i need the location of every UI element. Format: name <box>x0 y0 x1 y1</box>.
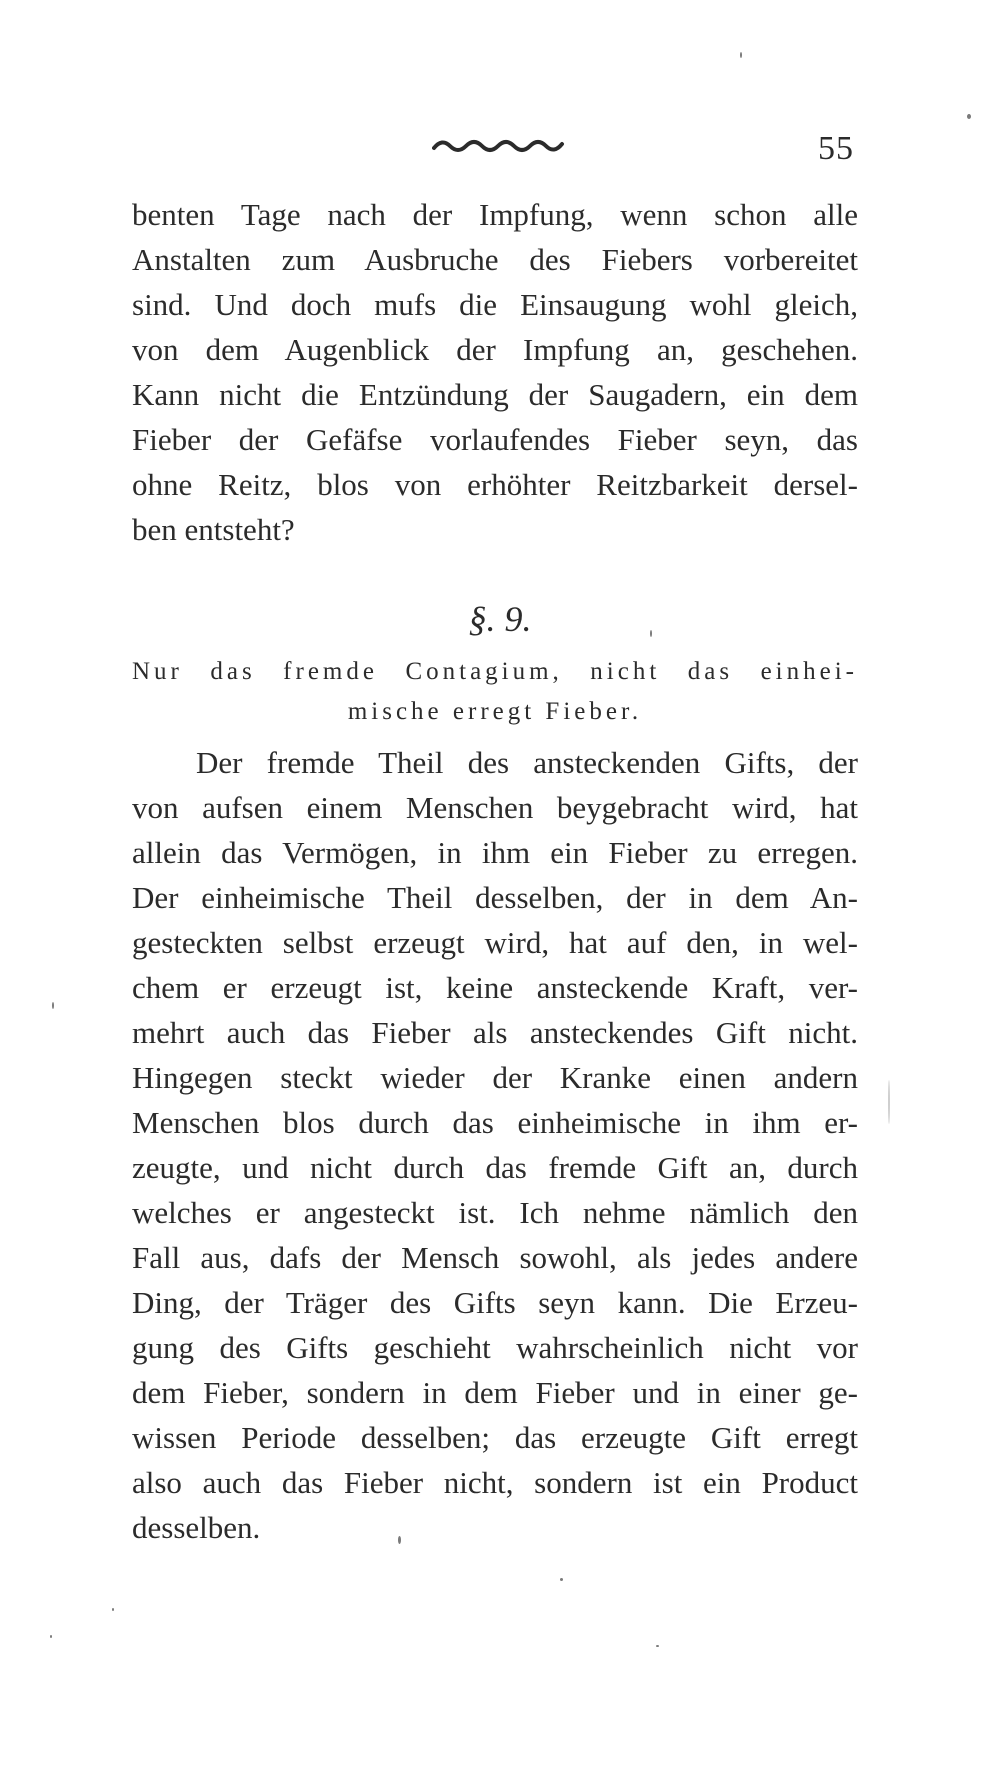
text-line: wissen Periode desselben; das erzeugte Gift erregt <box>132 1420 858 1455</box>
text-line: gung des Gifts geschieht wahrscheinlich nicht vor <box>132 1330 858 1365</box>
paper-speck <box>560 1578 563 1581</box>
section-title-line: mische erregt Fieber. <box>347 698 643 725</box>
paper-speck <box>740 52 742 58</box>
text-line: Ding, der Träger des Gifts seyn kann. Die Erzeu- <box>132 1285 858 1320</box>
paper-speck <box>112 1608 114 1611</box>
text-line: Hingegen steckt wieder der Kranke einen andern <box>132 1060 858 1095</box>
text-line: chem er erzeugt ist, keine ansteckende Kraft, ver- <box>132 970 858 1005</box>
paper-speck <box>656 1645 659 1647</box>
page-number: 55 <box>818 130 854 167</box>
paper-speck <box>52 1002 54 1009</box>
section-title-line: Nur das fremde Contagium, nicht das einhei- <box>132 658 858 685</box>
text-line: desselben. <box>132 1510 261 1545</box>
text-line: Fieber der Gefäfse vorlaufendes Fieber seyn, das <box>132 422 858 457</box>
text-line: von aufsen einem Menschen beygebracht wird, hat <box>132 790 858 825</box>
section-title <box>132 652 858 732</box>
text-line: ben entsteht? <box>132 512 295 547</box>
paragraph-continued <box>132 192 858 552</box>
paper-speck <box>398 1536 401 1544</box>
text-line: ohne Reitz, blos von erhöhter Reitzbarkeit dersel- <box>132 467 858 502</box>
text-line: mehrt auch das Fieber als ansteckendes Gift nicht. <box>132 1015 858 1050</box>
wavy-ornament-icon <box>432 134 572 156</box>
text-line: zeugte, und nicht durch das fremde Gift an, durch <box>132 1150 858 1185</box>
text-line: Der fremde Theil des ansteckenden Gifts, der <box>196 745 858 780</box>
text-line: allein das Vermögen, in ihm ein Fieber zu erregen. <box>132 835 858 870</box>
paragraph-section-9 <box>132 740 858 1550</box>
paper-speck <box>888 1080 890 1124</box>
page-header <box>0 130 1000 170</box>
paper-speck <box>967 114 971 119</box>
text-line: sind. Und doch mufs die Einsaugung wohl gleich, <box>132 287 858 322</box>
text-line: Fall aus, dafs der Mensch sowohl, als jedes andere <box>132 1240 858 1275</box>
paper-speck <box>50 1635 52 1638</box>
text-line: Der einheimische Theil desselben, der in dem An- <box>132 880 858 915</box>
text-line: Menschen blos durch das einheimische in ihm er- <box>132 1105 858 1140</box>
text-line: welches er angesteckt ist. Ich nehme nämlich den <box>132 1195 858 1230</box>
text-line: also auch das Fieber nicht, sondern ist ein Product <box>132 1465 858 1500</box>
text-line: von dem Augenblick der Impfung an, geschehen. <box>132 332 858 367</box>
text-line: Kann nicht die Entzündung der Saugadern, ein dem <box>132 377 858 412</box>
text-line: Anstalten zum Ausbruche des Fiebers vorbereitet <box>132 242 858 277</box>
section-heading: §. 9. <box>468 599 532 639</box>
text-line: benten Tage nach der Impfung, wenn schon alle <box>132 197 858 232</box>
text-line: gesteckten selbst erzeugt wird, hat auf den, in wel- <box>132 925 858 960</box>
text-line: dem Fieber, sondern in dem Fieber und in einer ge- <box>132 1375 858 1410</box>
paper-speck <box>650 630 652 637</box>
